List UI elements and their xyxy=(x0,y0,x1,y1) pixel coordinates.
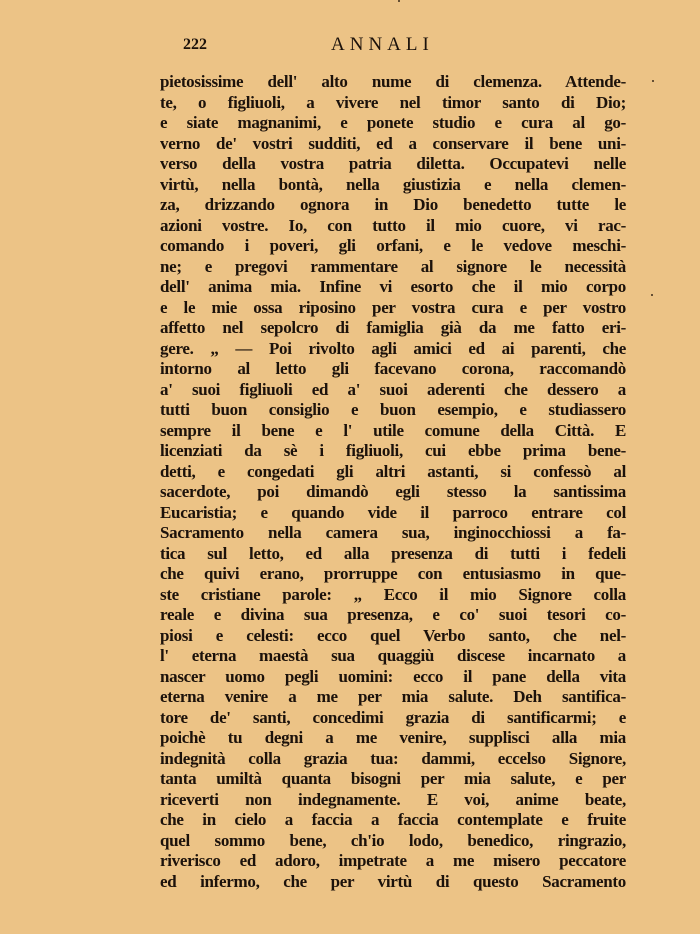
text-line: dell' anima mia. Infine vi esorto che il mio corpo xyxy=(160,277,626,296)
text-line: Eucaristia; e quando vide il parroco entrare col xyxy=(160,502,626,522)
page-number: 222 xyxy=(183,36,207,53)
body-text xyxy=(160,72,626,892)
text-line: ne; e pregovi rammentare al signore le necessità xyxy=(160,256,626,276)
text-line: riverisco ed adoro, impetrate a me misero peccatore xyxy=(160,851,626,870)
text-line: che in cielo a faccia a faccia contemplate e fruite xyxy=(160,810,626,829)
print-speck xyxy=(652,80,654,82)
text-line: virtù, nella bontà, nella giustizia e nella clemen- xyxy=(160,174,626,194)
text-line: eterna venire a me per mia salute. Deh santifica- xyxy=(160,687,626,706)
text-line: pietosissime dell' alto nume di clemenza. Attende- xyxy=(160,72,626,91)
text-line: riceverti non indegnamente. E voi, anime beate, xyxy=(160,789,626,809)
text-line: quel sommo bene, ch'io lodo, benedico, ringrazio, xyxy=(160,830,626,850)
running-title: ANNALI xyxy=(331,34,434,55)
text-line: indegnità colla grazia tua: dammi, eccelso Signore, xyxy=(160,748,626,768)
text-line: detti, e congedati gli altri astanti, si confessò al xyxy=(160,461,626,481)
text-line: piosi e celesti: ecco quel Verbo santo, che nel- xyxy=(160,625,626,645)
text-line: comando i poveri, gli orfani, e le vedove meschi- xyxy=(160,236,626,255)
text-line: reale e divina sua presenza, e co' suoi tesori co- xyxy=(160,605,626,624)
text-line: intorno al letto gli facevano corona, raccomandò xyxy=(160,359,626,378)
text-line: nascer uomo pegli uomini: ecco il pane della vita xyxy=(160,666,626,686)
text-line: affetto nel sepolcro di famiglia già da me fatto eri- xyxy=(160,318,626,337)
text-line: azioni vostre. Io, con tutto il mio cuore, vi rac- xyxy=(160,215,626,235)
text-line: ste cristiane parole: „ Ecco il mio Signore colla xyxy=(160,584,626,604)
text-line: tanta umiltà quanta bisogni per mia salute, e per xyxy=(160,769,626,788)
text-line: e siate magnanimi, e ponete studio e cura al go- xyxy=(160,113,626,132)
text-line: a' suoi figliuoli ed a' suoi aderenti che dessero a xyxy=(160,379,626,399)
text-line: za, drizzando ognora in Dio benedetto tutte le xyxy=(160,195,626,214)
text-line: e le mie ossa riposino per vostra cura e per vostro xyxy=(160,297,626,317)
text-line: verso della vostra patria diletta. Occupatevi nelle xyxy=(160,154,626,173)
print-speck xyxy=(651,294,653,296)
text-line: poichè tu degni a me venire, supplisci alla mia xyxy=(160,728,626,747)
text-line: Sacramento nella camera sua, inginocchiossi a fa- xyxy=(160,523,626,542)
text-line: gere. „ — Poi rivolto agli amici ed ai parenti, che xyxy=(160,338,626,358)
text-line: tica sul letto, ed alla presenza di tutti i fedeli xyxy=(160,543,626,563)
text-line: ed infermo, che per virtù di questo Sacramento xyxy=(160,871,626,891)
text-line: tore de' santi, concedimi grazia di santificarmi; e xyxy=(160,707,626,727)
print-speck xyxy=(398,0,400,2)
text-line: sacerdote, poi dimandò egli stesso la santissima xyxy=(160,482,626,501)
text-line: tutti buon consiglio e buon esempio, e studiassero xyxy=(160,400,626,419)
text-line: te, o figliuoli, a vivere nel timor santo di Dio; xyxy=(160,92,626,112)
text-line: sempre il bene e l' utile comune della Città. E xyxy=(160,420,626,440)
text-line: l' eterna maestà sua quaggiù discese incarnato a xyxy=(160,646,626,665)
text-line: verno de' vostri sudditi, ed a conservare il bene uni- xyxy=(160,133,626,153)
page-header xyxy=(183,36,625,60)
text-line: che quivi erano, prorruppe con entusiasmo in que- xyxy=(160,564,626,583)
text-line: licenziati da sè i figliuoli, cui ebbe prima bene- xyxy=(160,441,626,460)
